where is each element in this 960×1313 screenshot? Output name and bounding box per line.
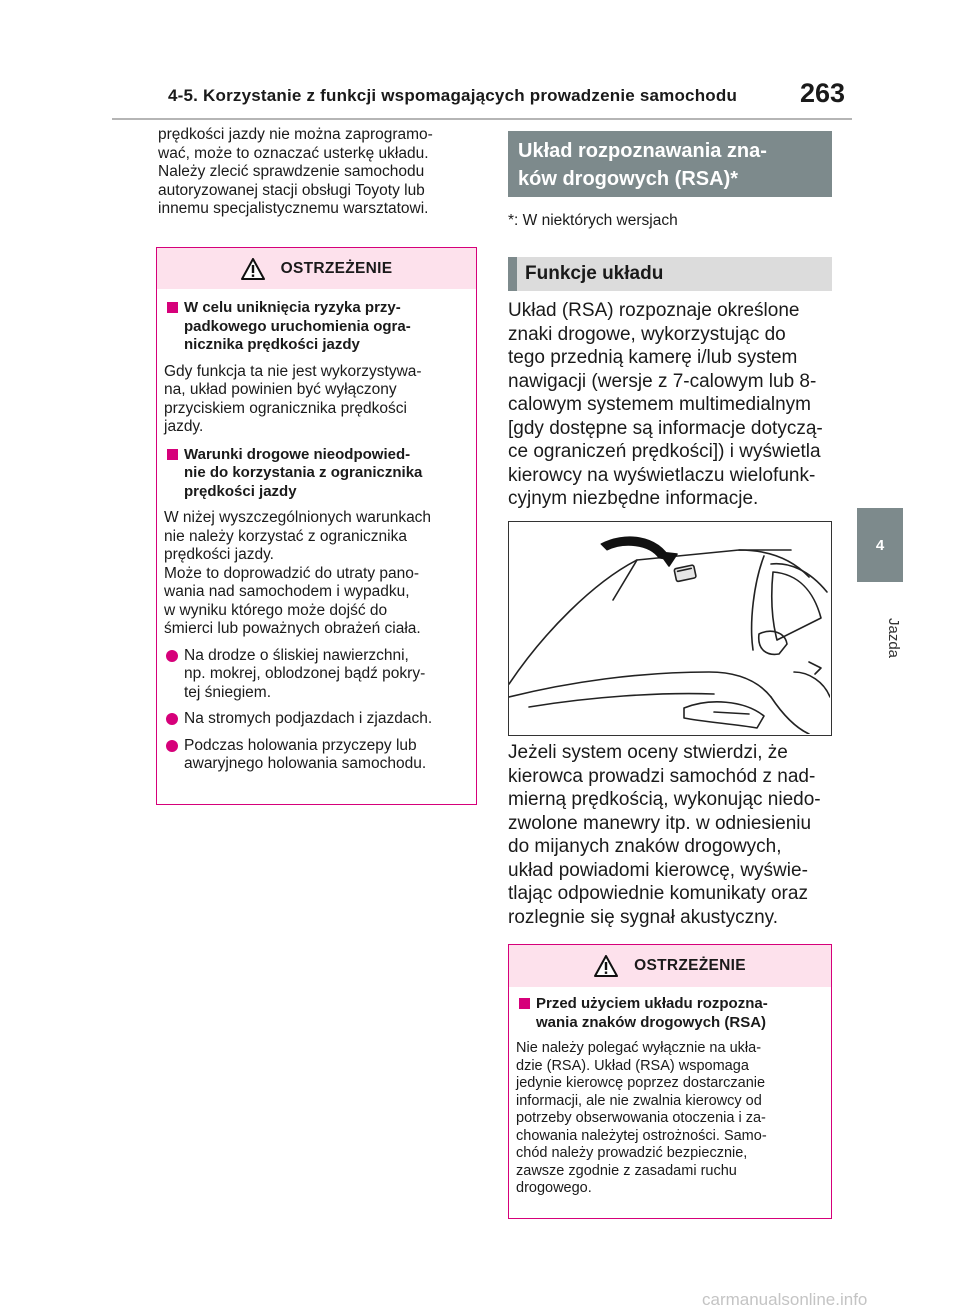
round-bullet-icon xyxy=(166,740,178,752)
warning-subtitle: W celu uniknięcia ryzyka przy- padkowego uruchomienia ogra- nicznika prędkości jazdy xyxy=(164,299,466,355)
warning-text: Nie należy polegać wyłącznie na ukła- dzie (RSA). Układ (RSA) wspomaga jedynie kierowcę poprzez dostarczanie informacji, ale nie zwalnia kierowcy od potrzeby obserwowania otoczenia i za- chowania należytej ostrożności. Samo- chód należy prowadzić bezpiecznie, zawsze zgodnie z zasadami ruchu drogowego. xyxy=(516,1040,767,1196)
warning-body xyxy=(157,289,476,784)
warning-header-label: OSTRZEŻENIE xyxy=(280,259,393,277)
square-bullet-icon xyxy=(167,449,178,460)
warning-triangle-icon xyxy=(594,955,618,977)
warning-header-label: OSTRZEŻENIE xyxy=(634,957,746,974)
warning-subtitle: Warunki drogowe nieodpowied- nie do korzystania z ogranicznika prędkości jazdy xyxy=(164,446,466,502)
description-paragraph: Układ (RSA) rozpoznaje określone znaki drogowe, wykorzystując do tego przednią kamerę i/lub system nawigacji (wersje z 7-calowym lub 8- calowym systemem multimedialnym [gdy dostępne są informacje dotyczą- ce ograniczeń prędkości]) i wyświetla kierowcy na wyświetlaczu wielofunk- cyjnym niezbędne informacje. xyxy=(508,300,823,509)
warning-body xyxy=(509,987,831,1208)
watermark: carmanualsonline.info xyxy=(702,1290,868,1309)
rsa-warning-box xyxy=(508,944,832,1219)
chapter-number: 4 xyxy=(875,536,885,554)
warning-subtitle: Przed użyciem układu rozpozna- wania znaków drogowych (RSA) xyxy=(516,995,821,1032)
warning-text: Gdy funkcja ta nie jest wykorzystywa- na, układ powinien być wyłączony przyciskiem ogranicznika prędkości jazdy. xyxy=(164,362,422,435)
chapter-label: Jazda xyxy=(885,618,902,659)
car-camera-illustration xyxy=(508,521,832,736)
warning-bullet: Na stromych podjazdach i zjazdach. xyxy=(164,710,466,729)
warning-header xyxy=(509,945,831,987)
round-bullet-icon xyxy=(166,713,178,725)
warning-bullet: Podczas holowania przyczepy lub awaryjnego holowania samochodu. xyxy=(164,737,466,774)
warning-header xyxy=(157,248,476,289)
chapter-header: 4-5. Korzystanie z funkcji wspomagających prowadzenie samochodu xyxy=(168,86,738,105)
alert-paragraph: Jeżeli system oceny stwierdzi, że kierowca prowadzi samochód z nad- mierną prędkością, wykonując niedo- zwolone manewry itp. w odniesieniu do mijanych znaków drogowych, układ powiadomi kierowcę, wyświe- tlając odpowiednie komunikaty oraz rozlegnie się sygnał akustyczny. xyxy=(508,742,821,928)
chapter-tab xyxy=(857,508,903,582)
speed-limiter-warning-box xyxy=(156,247,477,805)
round-bullet-icon xyxy=(166,650,178,662)
page-number: 263 xyxy=(800,78,846,108)
square-bullet-icon xyxy=(167,302,178,313)
section-title: Układ rozpoznawania zna- ków drogowych (RSA)* xyxy=(508,131,832,197)
warning-text: W niżej wyszczególnionych warunkach nie należy korzystać z ogranicznika prędkości jazdy. Może to doprowadzić do utraty pano- wania nad samochodem i wypadku, w wyniku którego może dojść do śmierci lub poważnych obrażeń ciała. xyxy=(164,509,432,637)
subsection-title: Funkcje układu xyxy=(508,257,832,291)
footnote: *: W niektórych wersjach xyxy=(508,212,678,229)
intro-paragraph: prędkości jazdy nie można zaprogramo- wać, może to oznaczać usterkę układu. Należy zlecić sprawdzenie samochodu autoryzowanej stacji obsługi Toyoty lub innemu specjalistycznemu warsztatowi. xyxy=(158,126,433,217)
warning-triangle-icon xyxy=(241,258,265,280)
header-divider xyxy=(112,118,852,120)
square-bullet-icon xyxy=(519,998,530,1009)
car-windshield-camera-icon xyxy=(509,522,830,734)
warning-bullet: Na drodze o śliskiej nawierzchni, np. mokrej, oblodzonej bądź pokry- tej śniegiem. xyxy=(164,647,466,703)
